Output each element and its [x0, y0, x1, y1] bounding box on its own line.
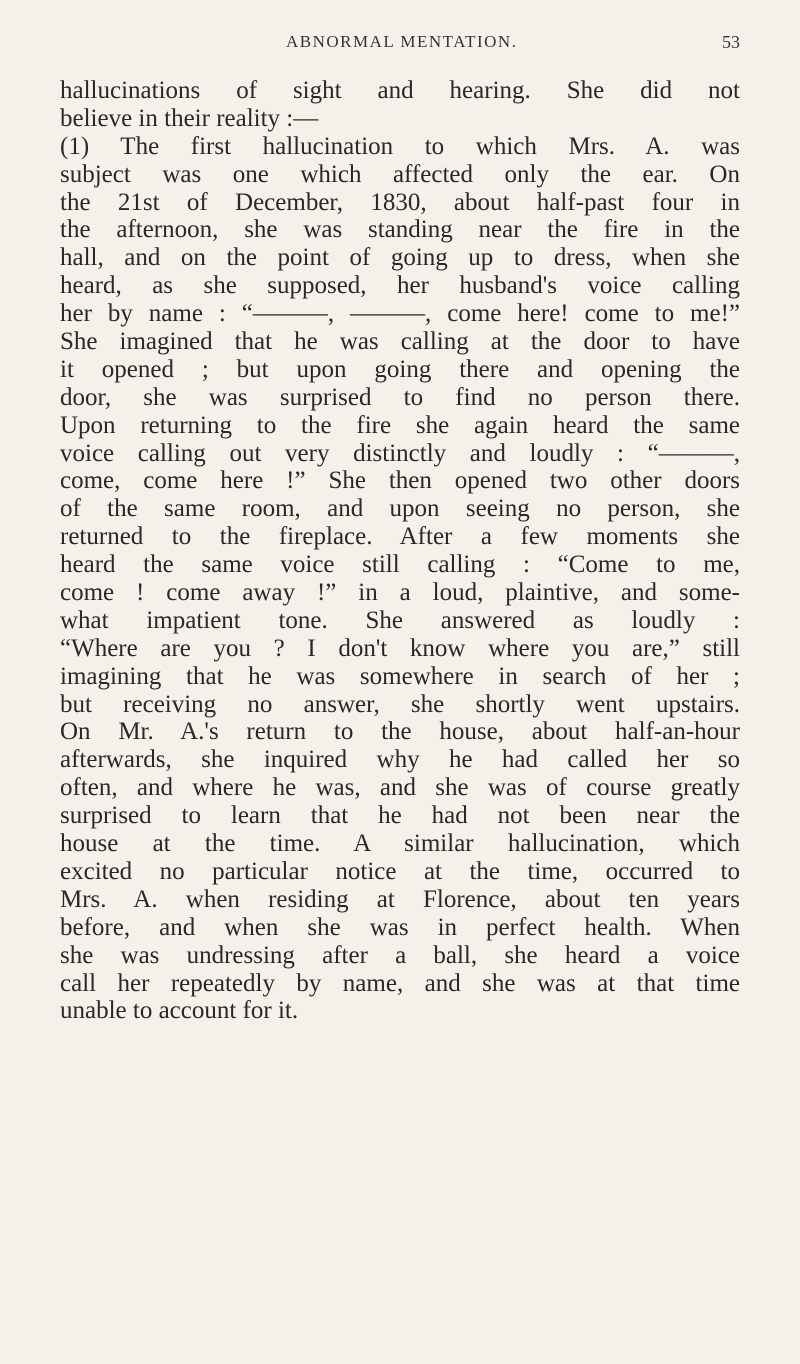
text-line: come ! come away !” in a loud, plaintive, and some- — [60, 579, 740, 607]
text-line: On Mr. A.'s return to the house, about half-an-hour — [60, 718, 740, 746]
text-line: hallucinations of sight and hearing. She did not — [60, 77, 740, 104]
text-line: excited no particular notice at the time, occurred to — [60, 857, 740, 885]
text-line: Mrs. A. when residing at Florence, about ten years — [60, 885, 740, 913]
text-line: it opened ; but upon going there and opening the — [60, 355, 740, 383]
text-line: Upon returning to the fire she again heard the same — [60, 411, 740, 439]
text-line: subject was one which affected only the ear. On — [60, 160, 740, 188]
text-line: door, she was surprised to find no person there. — [60, 383, 740, 411]
text-line: She imagined that he was calling at the door to have — [60, 328, 740, 356]
text-line: heard, as she supposed, her husband's voice calling — [60, 272, 740, 300]
body-text — [60, 77, 740, 1025]
text-line: before, and when she was in perfect health. When — [60, 913, 740, 941]
page-number: 53 — [722, 32, 740, 52]
text-line: she was undressing after a ball, she heard a voice — [60, 941, 740, 969]
text-line: but receiving no answer, she shortly went upstairs. — [60, 690, 740, 718]
text-line: heard the same voice still calling : “Come to me, — [60, 551, 740, 579]
text-line: what impatient tone. She answered as loudly : — [60, 606, 740, 634]
text-line: believe in their reality :— — [60, 104, 319, 132]
text-line: “Where are you ? I don't know where you are,” still — [60, 634, 740, 662]
text-line: imagining that he was somewhere in search of her ; — [60, 662, 740, 690]
text-line: call her repeatedly by name, and she was at that time — [60, 969, 740, 997]
text-line: the afternoon, she was standing near the fire in the — [60, 216, 740, 244]
text-line: returned to the fireplace. After a few moments she — [60, 523, 740, 551]
text-line: the 21st of December, 1830, about half-past four in — [60, 188, 740, 216]
text-line: often, and where he was, and she was of course greatly — [60, 774, 740, 802]
text-line: (1) The first hallucination to which Mrs. A. was — [60, 132, 740, 160]
text-line: unable to account for it. — [60, 997, 299, 1025]
text-line: of the same room, and upon seeing no person, she — [60, 495, 740, 523]
text-line: voice calling out very distinctly and loudly : “———, — [60, 439, 740, 467]
text-line: afterwards, she inquired why he had called her so — [60, 746, 740, 774]
text-line: house at the time. A similar hallucination, which — [60, 830, 740, 858]
text-line: her by name : “———, ———, come here! come to me!” — [60, 300, 740, 328]
running-head: ABNORMAL MENTATION. — [286, 32, 518, 51]
text-line: hall, and on the point of going up to dress, when she — [60, 244, 740, 272]
text-line: come, come here !” She then opened two other doors — [60, 467, 740, 495]
text-line: surprised to learn that he had not been near the — [60, 802, 740, 830]
